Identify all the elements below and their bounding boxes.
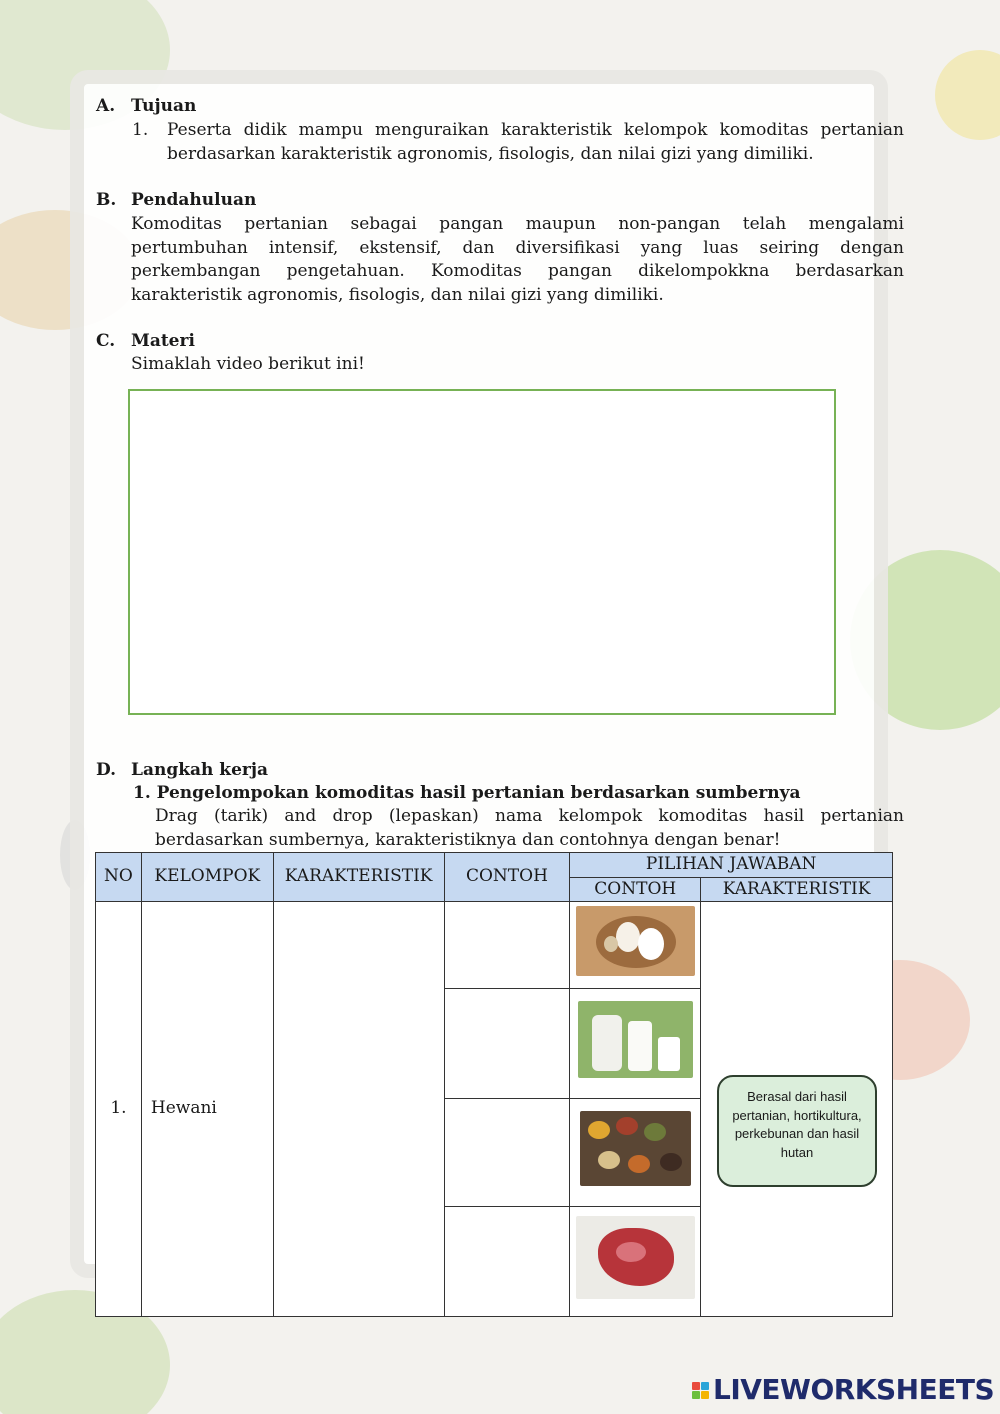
- drop-zone-contoh[interactable]: [444, 1099, 570, 1207]
- section-body: Simaklah video berikut ini!: [131, 354, 365, 374]
- header-pilihan-contoh: CONTOH: [570, 877, 701, 902]
- section-materi: [96, 330, 904, 380]
- raw-meat-photo[interactable]: [576, 1216, 695, 1299]
- section-title: Tujuan: [131, 96, 197, 116]
- answer-image-cell: [570, 902, 701, 989]
- section-pendahuluan: [96, 189, 904, 309]
- drop-zone-contoh[interactable]: [444, 902, 570, 989]
- header-pilihan-karakteristik: KARAKTERISTIK: [701, 877, 893, 902]
- section-title: Langkah kerja: [131, 760, 269, 780]
- header-kelompok: KELOMPOK: [141, 853, 273, 902]
- section-letter: B.: [96, 190, 117, 210]
- list-number: 1.: [132, 120, 149, 140]
- section-letter: A.: [96, 96, 116, 116]
- drop-zone-contoh[interactable]: [444, 989, 570, 1099]
- header-no: NO: [96, 853, 142, 902]
- step-instructions: Drag (tarik) and drop (lepaskan) nama kelompok komoditas hasil pertanian berdasarkan sumbernya, karakteristiknya dan contohnya dengan benar!: [155, 806, 904, 850]
- draggable-answer-card[interactable]: Berasal dari hasil pertanian, hortikultura, perkebunan dan hasil hutan: [717, 1075, 877, 1187]
- video-player[interactable]: [128, 389, 836, 715]
- section-tujuan: [96, 95, 904, 175]
- list-item-text: Peserta didik mampu menguraikan karakteristik kelompok komoditas pertanian berdasarkan karakteristik agronomis, fisologis, dan nilai gizi yang dimiliki.: [167, 120, 904, 164]
- section-body: Komoditas pertanian sebagai pangan maupun non-pangan telah mengalami pertumbuhan intensif, ekstensif, dan diversifikasi yang luas seiring dengan perkembangan pengetahuan. Komoditas pangan dikelompokkna berdasarkan karakteristik agronomis, fisologis, dan nilai gizi yang dimiliki.: [131, 214, 904, 305]
- section-langkah-kerja: [96, 759, 904, 854]
- section-letter: D.: [96, 760, 117, 780]
- header-contoh: CONTOH: [444, 853, 570, 902]
- liveworksheets-logo: [692, 1374, 994, 1406]
- drop-zone-contoh[interactable]: [444, 1207, 570, 1317]
- grains-legumes-photo[interactable]: [580, 1111, 691, 1186]
- answer-image-cell: [570, 1207, 701, 1317]
- row-kelompok: Hewani: [141, 902, 273, 1317]
- answer-image-cell: [570, 1099, 701, 1207]
- answer-image-cell: [570, 989, 701, 1099]
- step-title: 1. Pengelompokan komoditas hasil pertanian berdasarkan sumbernya: [133, 783, 801, 803]
- row-number: 1.: [96, 902, 142, 1317]
- section-title: Materi: [131, 331, 195, 351]
- header-pilihan-jawaban: PILIHAN JAWABAN: [570, 853, 893, 878]
- header-karakteristik: KARAKTERISTIK: [273, 853, 444, 902]
- brand-name: LIVEWORKSHEETS: [713, 1373, 995, 1407]
- eggs-photo[interactable]: [576, 906, 695, 976]
- section-title: Pendahuluan: [131, 190, 257, 210]
- drop-zone-karakteristik[interactable]: [273, 902, 444, 1317]
- milk-photo[interactable]: [578, 1001, 693, 1078]
- liveworksheets-icon: [692, 1382, 709, 1399]
- section-letter: C.: [96, 331, 116, 351]
